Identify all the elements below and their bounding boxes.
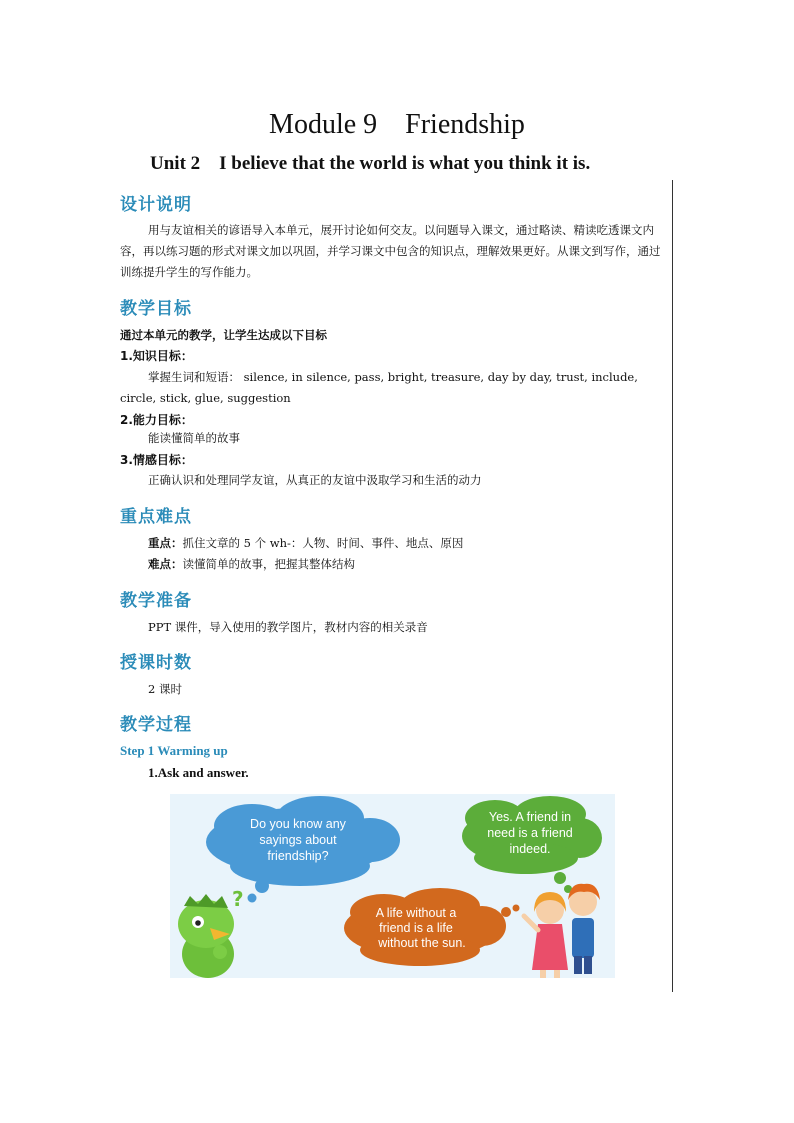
- unit-title: Unit 2 I believe that the world is what you think it is.: [150, 153, 591, 174]
- section-heading-hours: 授课时数: [120, 653, 192, 673]
- bubble3-line3: without the sun.: [378, 936, 466, 950]
- bubble1-line1: Do you know any: [250, 817, 346, 831]
- section-heading-objectives: 教学目标: [120, 299, 192, 319]
- emotion-label: 3.情感目标：: [120, 453, 193, 467]
- section-heading-design: 设计说明: [120, 195, 192, 215]
- ability-text: 能读懂简单的故事: [148, 431, 240, 445]
- hours-text: 2 课时: [148, 682, 182, 696]
- bubble3-line1: A life without a: [375, 906, 457, 920]
- bubble2-line3: indeed.: [509, 842, 551, 856]
- section-heading-keypoints: 重点难点: [120, 507, 192, 527]
- section-heading-prep: 教学准备: [120, 591, 192, 611]
- bubble3-line2: friend is a life: [379, 921, 453, 935]
- emotion-text: 正确认识和处理同学友谊，从真正的友谊中汲取学习和生活的动力: [148, 473, 482, 487]
- prep-text: PPT 课件，导入使用的教学图片，教材内容的相关录音: [148, 620, 428, 634]
- section-heading-process: 教学过程: [120, 715, 192, 735]
- step1-heading: Step 1 Warming up: [120, 743, 228, 758]
- margin-rule: [672, 180, 673, 992]
- diff-text: 读懂简单的故事，把握其整体结构: [182, 557, 355, 571]
- key-text: 抓住文章的 5 个 wh-：人物、时间、事件、地点、原因: [182, 536, 464, 550]
- bubble2-line1: Yes. A friend in: [488, 810, 572, 824]
- question-mark-icon: ?: [232, 887, 244, 911]
- key-point: [148, 533, 463, 554]
- bubble2-line2: need is a friend: [487, 826, 573, 840]
- objectives-intro: 通过本单元的教学，让学生达成以下目标: [120, 328, 327, 342]
- step1-item1: 1.Ask and answer.: [148, 765, 249, 780]
- key-label: 重点：: [148, 536, 183, 550]
- friendship-illustration: [170, 794, 615, 978]
- bubble1-line3: friendship?: [267, 849, 329, 863]
- diff-label: 难点：: [148, 557, 183, 571]
- difficult-point: [148, 554, 355, 575]
- ability-label: 2.能力目标：: [120, 413, 193, 427]
- design-text: 用与友谊相关的谚语导入本单元，展开讨论如何交友。以问题导入课文，通过略读、精读吃透课文内容，再以练习题的形式对课文加以巩固，并学习课文中包含的知识点，理解效果更好。从课文到写作，通过训练提升学生的写作能力。: [120, 223, 661, 279]
- knowledge-text: 掌握生词和短语： silence, in silence, pass, bright, treasure, day by day, trust, include, circle, stick, glue, suggestion: [120, 370, 638, 405]
- module-title: Module 9 Friendship: [269, 109, 525, 140]
- bubble1-line2: sayings about: [259, 833, 337, 847]
- knowledge-label: 1.知识目标：: [120, 349, 193, 363]
